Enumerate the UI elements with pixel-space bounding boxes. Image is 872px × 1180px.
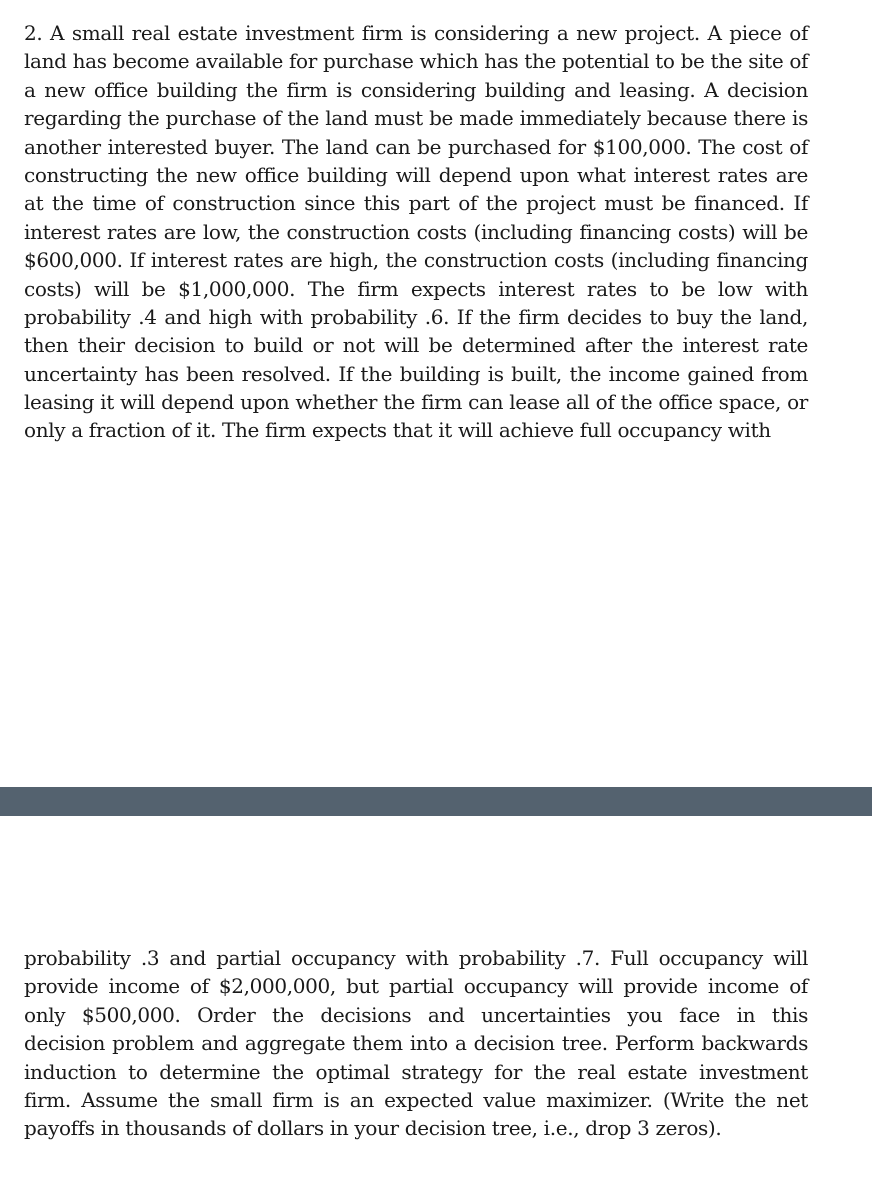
text-line: payoffs in thousands of dollars in your decision tree, i.e., drop 3 zeros).	[24, 1116, 722, 1141]
page-break-divider	[0, 787, 872, 816]
text-line: regarding the purchase of the land must be made immediately because there is	[24, 106, 808, 131]
text-line: firm. Assume the small firm is an expected value maximizer. (Write the net	[24, 1087, 808, 1112]
problem-text-part-1	[24, 19, 808, 445]
text-line: probability .4 and high with probability .6. If the firm decides to buy the land,	[24, 304, 808, 329]
text-line: induction to determine the optimal strategy for the real estate investment	[24, 1059, 808, 1084]
text-line: land has become available for purchase which has the potential to be the site of	[24, 49, 809, 74]
text-line: constructing the new office building will depend upon what interest rates are	[24, 162, 808, 187]
text-line: decision problem and aggregate them into a decision tree. Perform backwards	[24, 1031, 808, 1056]
text-line: then their decision to build or not will be determined after the interest rate	[24, 333, 808, 358]
text-line: leasing it will depend upon whether the firm can lease all of the office space, or	[24, 390, 808, 415]
text-line: provide income of $2,000,000, but partial occupancy will provide income of	[24, 974, 808, 999]
text-line: probability .3 and partial occupancy with probability .7. Full occupancy will	[24, 946, 808, 970]
text-line: uncertainty has been resolved. If the building is built, the income gained from	[24, 361, 808, 386]
problem-text-part-2	[24, 944, 808, 1143]
text-line: only $500,000. Order the decisions and uncertainties you face in this	[24, 1002, 808, 1027]
text-line: at the time of construction since this part of the project must be financed. If	[24, 191, 808, 216]
text-line: $600,000. If interest rates are high, the construction costs (including financing	[24, 248, 808, 273]
text-line: another interested buyer. The land can be purchased for $100,000. The cost of	[24, 134, 808, 159]
text-line: 2. A small real estate investment firm is considering a new project. A piece of	[24, 21, 808, 45]
text-line: interest rates are low, the construction costs (including financing costs) will be	[24, 219, 808, 244]
text-line: only a fraction of it. The firm expects that it will achieve full occupancy with	[24, 418, 771, 443]
text-line: costs) will be $1,000,000. The firm expects interest rates to be low with	[24, 276, 808, 301]
text-line: a new office building the firm is considering building and leasing. A decision	[24, 77, 808, 102]
